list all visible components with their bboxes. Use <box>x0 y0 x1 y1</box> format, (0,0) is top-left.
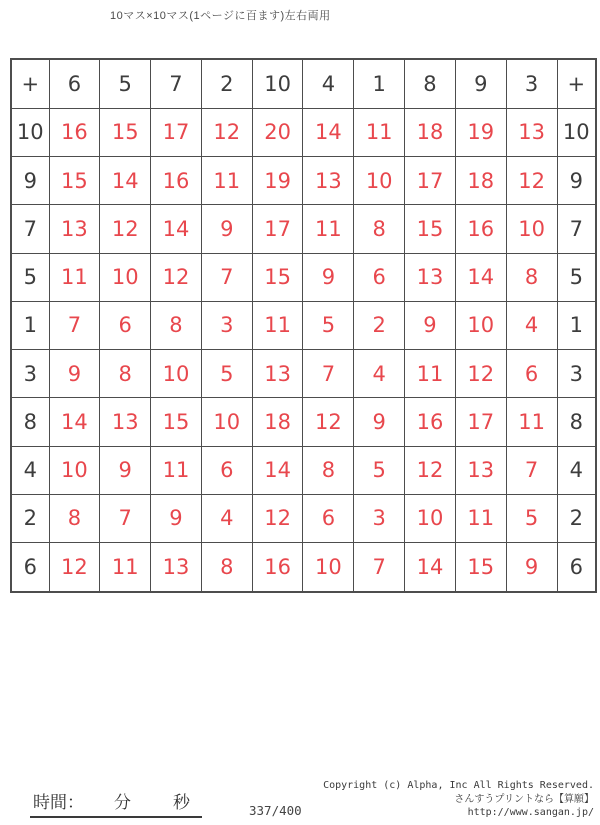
copyright-line-1: Copyright (c) Alpha, Inc All Rights Reserved. <box>323 780 594 791</box>
seconds-label: 秒 <box>173 793 190 812</box>
col-header-cell: 4 <box>303 59 354 108</box>
answer-cell: 14 <box>455 253 506 301</box>
col-header-cell: 5 <box>100 59 151 108</box>
answer-cell: 11 <box>201 157 252 205</box>
answer-cell: 6 <box>354 253 405 301</box>
answer-cell: 16 <box>252 543 303 592</box>
answer-cell: 14 <box>100 157 151 205</box>
answer-cell: 8 <box>201 543 252 592</box>
col-header-cell: 7 <box>151 59 202 108</box>
col-header-cell: 8 <box>405 59 456 108</box>
answer-cell: 17 <box>405 157 456 205</box>
row-header-cell-left: 3 <box>11 350 49 398</box>
row-header-cell-right: 2 <box>557 494 596 542</box>
answer-cell: 16 <box>151 157 202 205</box>
answer-cell: 12 <box>151 253 202 301</box>
answer-cell: 2 <box>354 301 405 349</box>
answer-cell: 15 <box>49 157 100 205</box>
addition-grid <box>10 58 597 593</box>
grid-row <box>11 446 596 494</box>
answer-cell: 10 <box>405 494 456 542</box>
answer-cell: 13 <box>506 108 557 156</box>
answer-cell: 12 <box>455 350 506 398</box>
answer-cell: 13 <box>405 253 456 301</box>
answer-cell: 18 <box>405 108 456 156</box>
answer-cell: 7 <box>201 253 252 301</box>
answer-cell: 19 <box>455 108 506 156</box>
answer-cell: 9 <box>151 494 202 542</box>
answer-cell: 11 <box>151 446 202 494</box>
answer-cell: 7 <box>506 446 557 494</box>
row-header-cell-left: 2 <box>11 494 49 542</box>
row-header-cell-right: 3 <box>557 350 596 398</box>
answer-cell: 11 <box>252 301 303 349</box>
grid-row <box>11 253 596 301</box>
row-header-cell-right: 9 <box>557 157 596 205</box>
answer-cell: 11 <box>100 543 151 592</box>
answer-cell: 8 <box>506 253 557 301</box>
answer-cell: 12 <box>49 543 100 592</box>
row-header-cell-right: 7 <box>557 205 596 253</box>
answer-cell: 7 <box>100 494 151 542</box>
grid-row <box>11 108 596 156</box>
grid-row <box>11 494 596 542</box>
answer-cell: 5 <box>201 350 252 398</box>
answer-cell: 8 <box>354 205 405 253</box>
answer-cell: 8 <box>151 301 202 349</box>
row-header-cell-left: 7 <box>11 205 49 253</box>
answer-cell: 17 <box>151 108 202 156</box>
answer-cell: 15 <box>455 543 506 592</box>
answer-cell: 14 <box>151 205 202 253</box>
answer-cell: 11 <box>354 108 405 156</box>
answer-cell: 10 <box>455 301 506 349</box>
answer-cell: 7 <box>49 301 100 349</box>
row-header-cell-left: 10 <box>11 108 49 156</box>
answer-cell: 10 <box>100 253 151 301</box>
answer-cell: 9 <box>354 398 405 446</box>
col-header-cell: 9 <box>455 59 506 108</box>
col-header-cell: 2 <box>201 59 252 108</box>
row-header-cell-left: 5 <box>11 253 49 301</box>
answer-cell: 12 <box>100 205 151 253</box>
grid-row <box>11 350 596 398</box>
answer-cell: 18 <box>252 398 303 446</box>
answer-cell: 9 <box>100 446 151 494</box>
copyright-line-2: さんすうプリントなら【算願】 <box>454 793 594 805</box>
answer-cell: 12 <box>201 108 252 156</box>
row-header-cell-left: 4 <box>11 446 49 494</box>
answer-cell: 11 <box>405 350 456 398</box>
answer-cell: 14 <box>252 446 303 494</box>
answer-cell: 12 <box>405 446 456 494</box>
grid-row <box>11 543 596 592</box>
answer-cell: 13 <box>303 157 354 205</box>
answer-cell: 15 <box>100 108 151 156</box>
answer-cell: 17 <box>252 205 303 253</box>
answer-cell: 4 <box>201 494 252 542</box>
answer-cell: 12 <box>252 494 303 542</box>
grid-row <box>11 157 596 205</box>
grid-row <box>11 398 596 446</box>
answer-cell: 16 <box>405 398 456 446</box>
answer-cell: 7 <box>354 543 405 592</box>
answer-cell: 13 <box>151 543 202 592</box>
answer-cell: 12 <box>506 157 557 205</box>
grid-row <box>11 205 596 253</box>
answer-cell: 6 <box>303 494 354 542</box>
answer-cell: 11 <box>303 205 354 253</box>
plus-corner-left: + <box>11 59 49 108</box>
answer-cell: 6 <box>100 301 151 349</box>
row-header-cell-right: 4 <box>557 446 596 494</box>
answer-cell: 3 <box>354 494 405 542</box>
answer-cell: 9 <box>506 543 557 592</box>
answer-cell: 10 <box>49 446 100 494</box>
answer-cell: 13 <box>252 350 303 398</box>
answer-cell: 7 <box>303 350 354 398</box>
col-header-cell: 3 <box>506 59 557 108</box>
time-label: 時間： <box>33 793 84 812</box>
answer-cell: 14 <box>303 108 354 156</box>
sheet-counter: 337/400 <box>249 803 302 818</box>
answer-cell: 10 <box>151 350 202 398</box>
row-header-cell-right: 1 <box>557 301 596 349</box>
answer-cell: 4 <box>506 301 557 349</box>
answer-cell: 5 <box>303 301 354 349</box>
answer-cell: 16 <box>455 205 506 253</box>
answer-cell: 16 <box>49 108 100 156</box>
minutes-label: 分 <box>114 793 131 812</box>
answer-cell: 17 <box>455 398 506 446</box>
answer-cell: 11 <box>49 253 100 301</box>
row-header-cell-right: 10 <box>557 108 596 156</box>
answer-cell: 11 <box>455 494 506 542</box>
answer-cell: 6 <box>506 350 557 398</box>
answer-cell: 13 <box>455 446 506 494</box>
col-header-cell: 6 <box>49 59 100 108</box>
grid-row <box>11 301 596 349</box>
row-header-cell-right: 6 <box>557 543 596 592</box>
row-header-cell-right: 5 <box>557 253 596 301</box>
row-header-cell-left: 6 <box>11 543 49 592</box>
time-entry-line <box>30 790 202 818</box>
answer-cell: 9 <box>201 205 252 253</box>
answer-cell: 10 <box>201 398 252 446</box>
answer-cell: 15 <box>405 205 456 253</box>
answer-cell: 15 <box>252 253 303 301</box>
answer-cell: 19 <box>252 157 303 205</box>
row-header-cell-left: 8 <box>11 398 49 446</box>
page-title: 10マス×10マス(1ページに百ます)左右両用 <box>110 10 331 22</box>
row-header-cell-left: 1 <box>11 301 49 349</box>
col-header-cell: 1 <box>354 59 405 108</box>
row-header-cell-left: 9 <box>11 157 49 205</box>
answer-cell: 6 <box>201 446 252 494</box>
answer-cell: 15 <box>151 398 202 446</box>
answer-cell: 10 <box>303 543 354 592</box>
answer-cell: 8 <box>100 350 151 398</box>
answer-cell: 5 <box>506 494 557 542</box>
answer-cell: 10 <box>354 157 405 205</box>
answer-cell: 11 <box>506 398 557 446</box>
answer-cell: 13 <box>49 205 100 253</box>
answer-cell: 4 <box>354 350 405 398</box>
answer-cell: 18 <box>455 157 506 205</box>
answer-cell: 9 <box>49 350 100 398</box>
copyright-block <box>323 779 594 820</box>
row-header-cell-right: 8 <box>557 398 596 446</box>
answer-cell: 14 <box>405 543 456 592</box>
answer-cell: 5 <box>354 446 405 494</box>
answer-cell: 9 <box>303 253 354 301</box>
plus-corner-right: + <box>557 59 596 108</box>
answer-cell: 9 <box>405 301 456 349</box>
answer-cell: 20 <box>252 108 303 156</box>
answer-cell: 12 <box>303 398 354 446</box>
grid-header-row <box>11 59 596 108</box>
answer-cell: 10 <box>506 205 557 253</box>
answer-cell: 8 <box>303 446 354 494</box>
answer-cell: 14 <box>49 398 100 446</box>
answer-cell: 13 <box>100 398 151 446</box>
answer-cell: 3 <box>201 301 252 349</box>
copyright-line-3: http://www.sangan.jp/ <box>467 807 594 818</box>
answer-cell: 8 <box>49 494 100 542</box>
col-header-cell: 10 <box>252 59 303 108</box>
